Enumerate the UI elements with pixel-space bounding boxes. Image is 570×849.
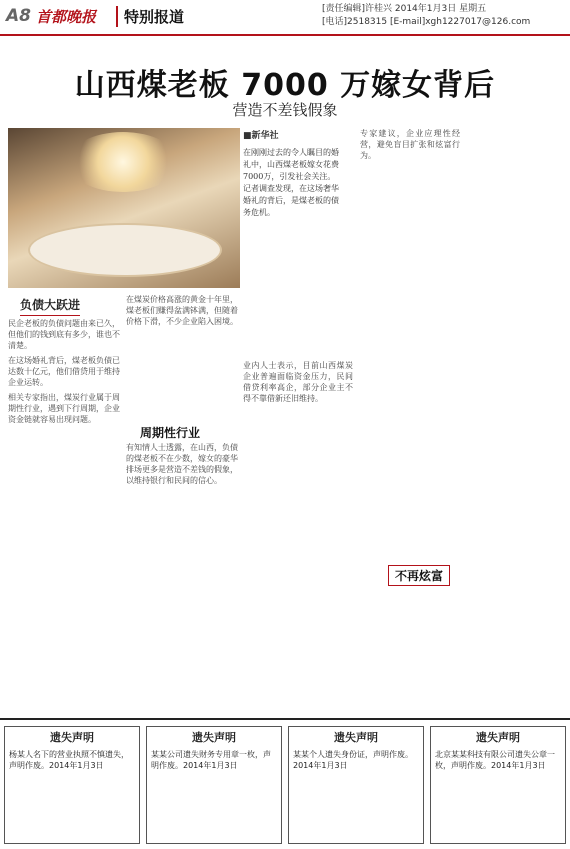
body-paragraph: 相关专家指出，煤炭行业属于周期性行业，遇到下行周期，企业资金链就容易出现问题。 (8, 393, 120, 424)
body-col-2b (126, 442, 238, 712)
photo-caption: 负债大跃进 (20, 296, 80, 316)
ad-text: 北京某某科技有限公司遗失公章一枚，声明作废。2014年1月3日 (435, 750, 555, 770)
meta-editor: [责任编辑]许桂兴 2014年1月3日 星期五 (322, 4, 487, 14)
banquet-table-image (28, 223, 222, 277)
subheadline: 营造不差钱假象 (232, 101, 338, 119)
quote-text: 在刚刚过去的令人瞩目的婚礼中，山西煤老板嫁女花费7000万，引发社会关注。记者调查发现，在这场奢华婚礼的背后，是煤老板的债务危机。 (243, 148, 339, 217)
ad-title: 遗失声明 (192, 731, 236, 744)
ad-text: 杨某人名下的营业执照不慎遗失，声明作废。2014年1月3日 (9, 750, 129, 770)
section-heading-cut: 不再炫富 (388, 565, 450, 586)
meta-contact: [电话]2518315 [E-mail]xgh1227017@126.com (322, 17, 531, 27)
classified-ads (0, 718, 570, 849)
ad-block (288, 726, 424, 844)
page-header (0, 0, 570, 36)
newspaper-logo: 首都晚报 (36, 8, 97, 26)
ad-title: 遗失声明 (476, 731, 520, 744)
page-number: A8 (6, 6, 31, 26)
chandelier-image (68, 132, 178, 192)
ad-block (430, 726, 566, 844)
wedding-photo (8, 128, 240, 288)
ad-title: 遗失声明 (50, 731, 94, 744)
ad-block (146, 726, 282, 844)
body-paragraph: 有知情人士透露，在山西，负债的煤老板不在少数，嫁女的豪华排场更多是营造不差钱的假象，以维持银行和民间的信心。 (126, 443, 238, 485)
ad-text: 某某个人遗失身份证，声明作废。2014年1月3日 (293, 750, 413, 770)
section-title: 特别报道 (116, 6, 184, 27)
ad-title: 遗失声明 (334, 731, 378, 744)
body-col-3 (243, 360, 353, 712)
body-col-2 (126, 294, 238, 414)
section-heading-cycle: 周期性行业 (140, 426, 201, 440)
quote-box (243, 128, 339, 348)
body-paragraph: 在煤炭价格高涨的黄金十年里，煤老板们赚得盆满钵满，但随着价格下滑，不少企业陷入困境。 (126, 295, 238, 326)
quote-head: ■新华社 (243, 131, 279, 141)
body-col-5 (464, 128, 564, 713)
body-col-1 (8, 318, 120, 713)
ad-text: 某某公司遗失财务专用章一枚，声明作废。2014年1月3日 (151, 750, 271, 770)
headline: 山西煤老板 7000 万嫁女背后 (74, 68, 496, 103)
body-col-4 (360, 128, 460, 628)
body-paragraph: 专家建议，企业应理性经营，避免盲目扩张和炫富行为。 (360, 129, 460, 160)
body-paragraph: 业内人士表示，目前山西煤炭企业普遍面临资金压力，民间借贷利率高企，部分企业主不得不靠借新还旧维持。 (243, 361, 353, 403)
body-paragraph: 在这场婚礼背后，煤老板负债已达数十亿元，他们借贷用于维持企业运转。 (8, 356, 120, 387)
ad-block (4, 726, 140, 844)
header-meta (322, 3, 530, 29)
body-paragraph: 民企老板的负债问题由来已久，但他们的钱到底有多少，谁也不清楚。 (8, 319, 120, 350)
